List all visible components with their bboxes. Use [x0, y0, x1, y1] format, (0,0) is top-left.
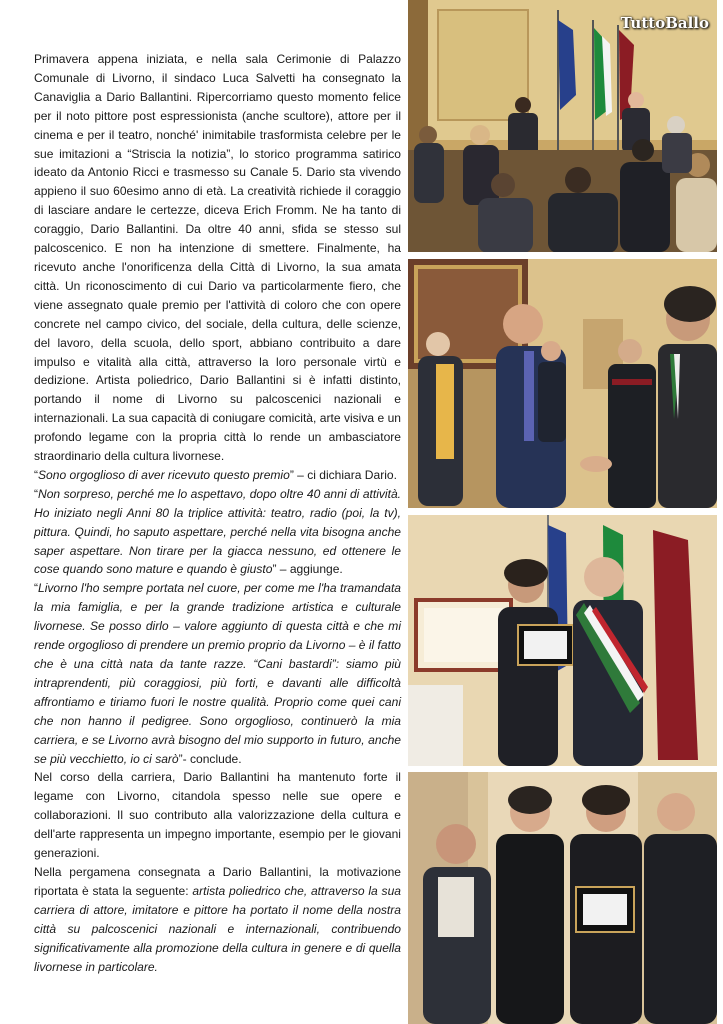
quote-2-text: Non sorpreso, perché me lo aspettavo, dopo oltre 40 anni di attività. Ho iniziato negli Anni 80 la triplice attività: teatro, radio (poi, la tv), pittura. Quindi, ho saputo aspettare, perché nella vita bisogna anche saper aspettare. Non tirare per la giacca nessuno, ed ottenere le cose quando sono mature e quando è giusto	[34, 486, 401, 577]
article-quote-2: “Non sorpreso, perché me lo aspettavo, dopo oltre 40 anni di attività. Ho iniziato negli Anni 80 la triplice attività: teatro, radio (poi, la tv), pittura. Quindi, ho saputo aspettare, perché nella vita bisogna anche saper aspettare. Non tirare per la giacca nessuno, ed ottenere le cose quando sono mature e quando è giusto” – aggiunge.	[34, 486, 401, 577]
article-paragraph-intro: Primavera appena iniziata, e nella sala Cerimonie di Palazzo Comunale di Livorno, il sindaco Luca Salvetti ha consegnato la Canaviglia a Dario Ballantini. Ripercorriamo questo momento felice per il noto pittore post espressionista (anche scultore), attore per il cinema e per il teatro, nonché' inimitabile trasformista celebre per le sue imitazioni a “Striscia la notizia”, lo storico programma satirico ideato da Antonio Ricci e trasmesso su Canale 5. Dario sta vivendo appieno il suo 60esimo anno di età. La creatività richiede il coraggio di lasciare andare le certezze, diceva Erich Fromm. Ne ha tanto di coraggio, Dario Ballantini. Da oltre 40 anni, sfida se stesso sul palcoscenico. E non ha intenzione di smettere. Finalmente, ha ricevuto anche l'onorificenza della Città di Livorno, la sua amata città. Un riconoscimento di cui Dario va particolarmente fiero, che viene assegnato quale premio per l'attività di coloro che con opere concrete nel campo civico, del sociale, della cultura, delle scienze, del lavoro, della scuola, dello sport, abbiano contribuito a dare impulso e vitalità alla città, attraverso la loro personale virtù e dedizione. Artista poliedrico, Dario Ballantini si è infatti distinto, portando il nome di Livorno su palcoscenici nazionali e internazionali. La sua capacità di coniugare comicità, arte visiva e un profondo legame con la propria città lo rende un ambasciatore straordinario della cultura livornese.	[34, 52, 401, 464]
photo-ceremony-hall	[408, 0, 717, 252]
article-quote-3: “Livorno l'ho sempre portata nel cuore, per come me l'ha tramandata la mia famiglia, e per la grande tradizione artistica e culturale livornese. Se posso dirlo – valore aggiunto di questa città e che mi rende orgoglioso di prendere un premio proprio da Livorno – è il fatto che è una città nata da tante razze. “Cani bastardi”: siamo più intraprendenti, più coraggiosi, più forti, e davanti alle difficoltà affrontiamo e tiriamo fuori le nostre qualità. Proprio come quei cani che non hanno il pedigree. Sono orgoglioso, continuerò la mia carriera, e se Livorno avrà bisogno del mio supporto in futuro, anche se più vecchietto, io ci sarò”- conclude.	[34, 581, 401, 766]
article-paragraph-career: Nel corso della carriera, Dario Ballantini ha mantenuto forte il legame con Livorno, citandola spesso nelle sue opere e collaborazioni. Il suo contributo alla valorizzazione della cultura e dell'arte rappresenta un impegno importante, esempio per le giovani generazioni.	[34, 770, 401, 861]
quote-1-text: Sono orgoglioso di aver ricevuto questo premio	[38, 467, 290, 482]
photo-column	[408, 0, 717, 1024]
article-body	[34, 50, 401, 976]
photo-group	[408, 772, 717, 1024]
parchment-motivation: artista poliedrico che, attraverso la sua carriera di attore, imitatore e pittore ha portato il nome della nostra città su palcoscenici nazionali e internazionali, contribuendo significativamente alla promozione della cultura in genere e di quella livornese in particolare.	[34, 883, 401, 974]
photo-award-mayor	[408, 515, 717, 766]
quote-3-text: Livorno l'ho sempre portata nel cuore, per come me l'ha tramandata la mia famiglia, e per la grande tradizione artistica e culturale livornese. Se posso dirlo – valore aggiunto di questa città e che mi rende orgoglioso di prendere un premio proprio da Livorno – è il fatto che è una città nata da tante razze. “Cani bastardi”: siamo più intraprendenti, più coraggiosi, più forti, e davanti alle difficoltà affrontiamo e tiriamo fuori le nostre qualità. Proprio come quei cani che non hanno il pedigree. Sono orgoglioso, continuerò la mia carriera, e se Livorno avrà bisogno del mio supporto in futuro, anche se più vecchietto, io ci sarò	[34, 581, 401, 766]
brand-watermark: TuttoBallo	[620, 14, 709, 32]
photo-handshake	[408, 259, 717, 508]
article-quote-1: “Sono orgoglioso di aver ricevuto questo premio” – ci dichiara Dario.	[34, 467, 397, 482]
article-paragraph-parchment: Nella pergamena consegnata a Dario Ballantini, la motivazione riportata è stata la seguente: artista poliedrico che, attraverso la sua carriera di attore, imitatore e pittore ha portato il nome della nostra città su palcoscenici nazionali e internazionali, contribuendo significativamente alla promozione della cultura in genere e di quella livornese in particolare.	[34, 864, 401, 974]
